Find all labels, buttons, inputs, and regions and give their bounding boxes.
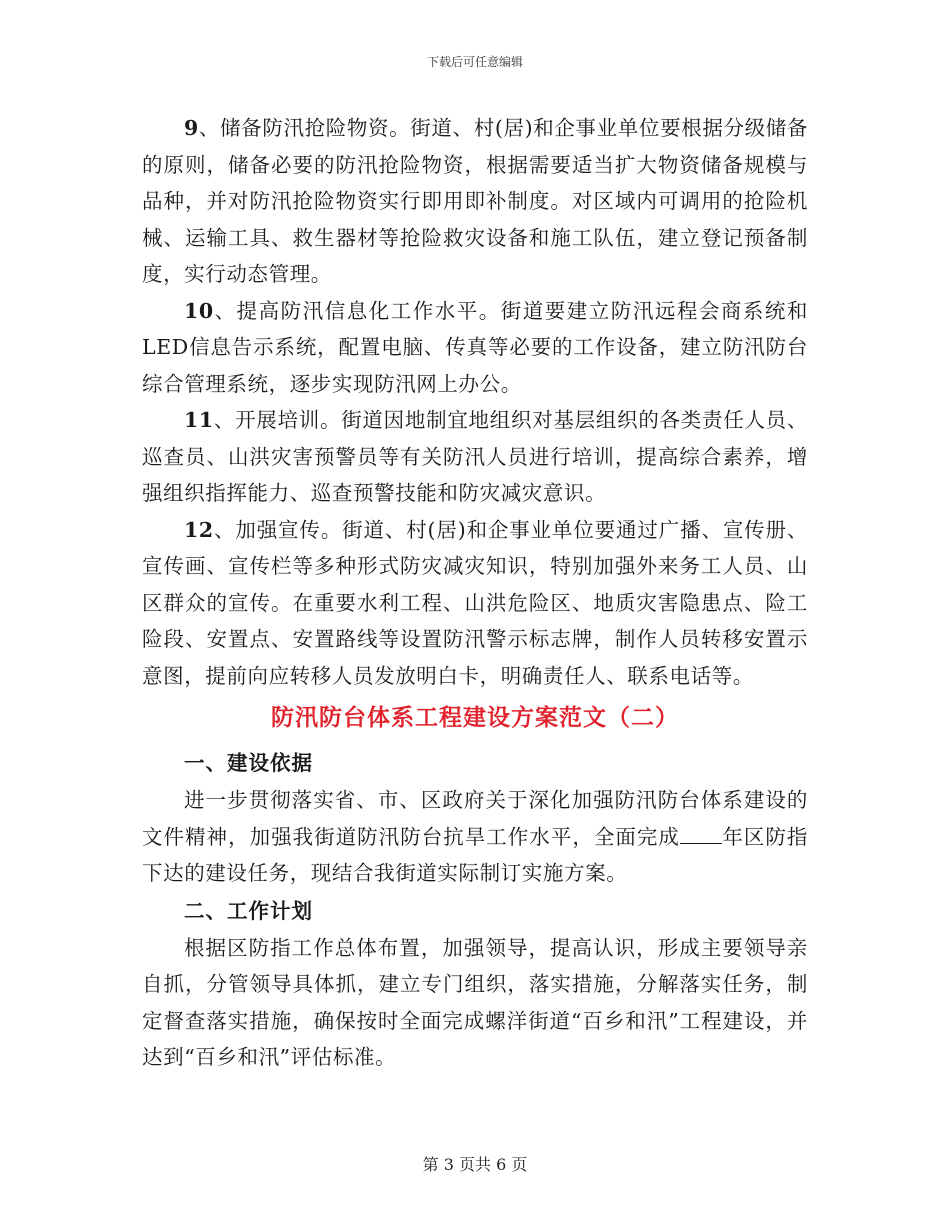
list-item-11 <box>142 402 808 512</box>
list-item-10 <box>142 293 808 403</box>
item-text: 、储备防汛抢险物资。街道、村(居)和企事业单位要根据分级储备的原则，储备必要的防汛抢险物资，根据需要适当扩大物资储备规模与品种，并对防汛抢险物资实行即用即补制度。对区域内可调用的抢险机械、运输工具、救生器材等抢险救灾设备和施工队伍，建立登记预备制度，实行动态管理。 <box>142 116 808 286</box>
item-text: 、提高防汛信息化工作水平。街道要建立防汛远程会商系统和LED信息告示系统，配置电脑、传真等必要的工作设备，建立防汛防台综合管理系统，逐步实现防汛网上办公。 <box>142 298 808 396</box>
section-paragraph-basis <box>142 782 808 892</box>
section-heading-basis: 一、建设依据 <box>184 751 313 775</box>
item-number: 11 <box>184 408 214 432</box>
item-text: 、开展培训。街道因地制宜地组织对基层组织的各类责任人员、巡查员、山洪灾害预警员等有关防汛人员进行培训，提高综合素养，增强组织指挥能力、巡查预警技能和防灾减灾意识。 <box>142 408 808 505</box>
document-title: 防汛防台体系工程建设方案范文（二） <box>271 704 679 731</box>
item-number: 12 <box>184 517 214 542</box>
document-body <box>142 110 808 1076</box>
section-heading-plan: 二、工作计划 <box>184 898 313 923</box>
list-item-12 <box>142 512 808 695</box>
list-item-9 <box>142 110 808 293</box>
item-text: 、加强宣传。街道、村(居)和企事业单位要通过广播、宣传册、宣传画、宣传栏等多种形式防灾减灾知识，特别加强外来务工人员、山区群众的宣传。在重要水利工程、山洪危险区、地质灾害隐患点、险工险段、安置点、安置路线等设置防汛警示标志牌，制作人员转移安置示意图，提前向应转移人员发放明白卡，明确责任人、联系电话等。 <box>142 517 808 688</box>
item-number: 9 <box>184 116 199 140</box>
page-number: 第 3 页共 6 页 <box>422 1155 528 1174</box>
item-number: 10 <box>184 298 214 323</box>
year-blank-field <box>680 825 722 844</box>
header-note: 下载后可任意编辑 <box>426 55 523 69</box>
paragraph-text: 年区防指下达的建设任务，现结合我街道实际制订实施方案。 <box>142 824 809 885</box>
section-paragraph-plan: 根据区防指工作总体布置，加强领导，提高认识，形成主要领导亲自抓，分管领导具体抓，建立专门组织，落实措施，分解落实任务，制定督查落实措施，确保按时全面完成螺洋街道“百乡和汛”工程建设，并达到“百乡和汛”评估标准。 <box>142 935 808 1069</box>
paragraph-text: 进一步贯彻落实省、市、区政府关于深化加强防汛防台体系建设的文件精神，加强我街道防汛防台抗旱工作水平，全面完成 <box>142 788 808 849</box>
